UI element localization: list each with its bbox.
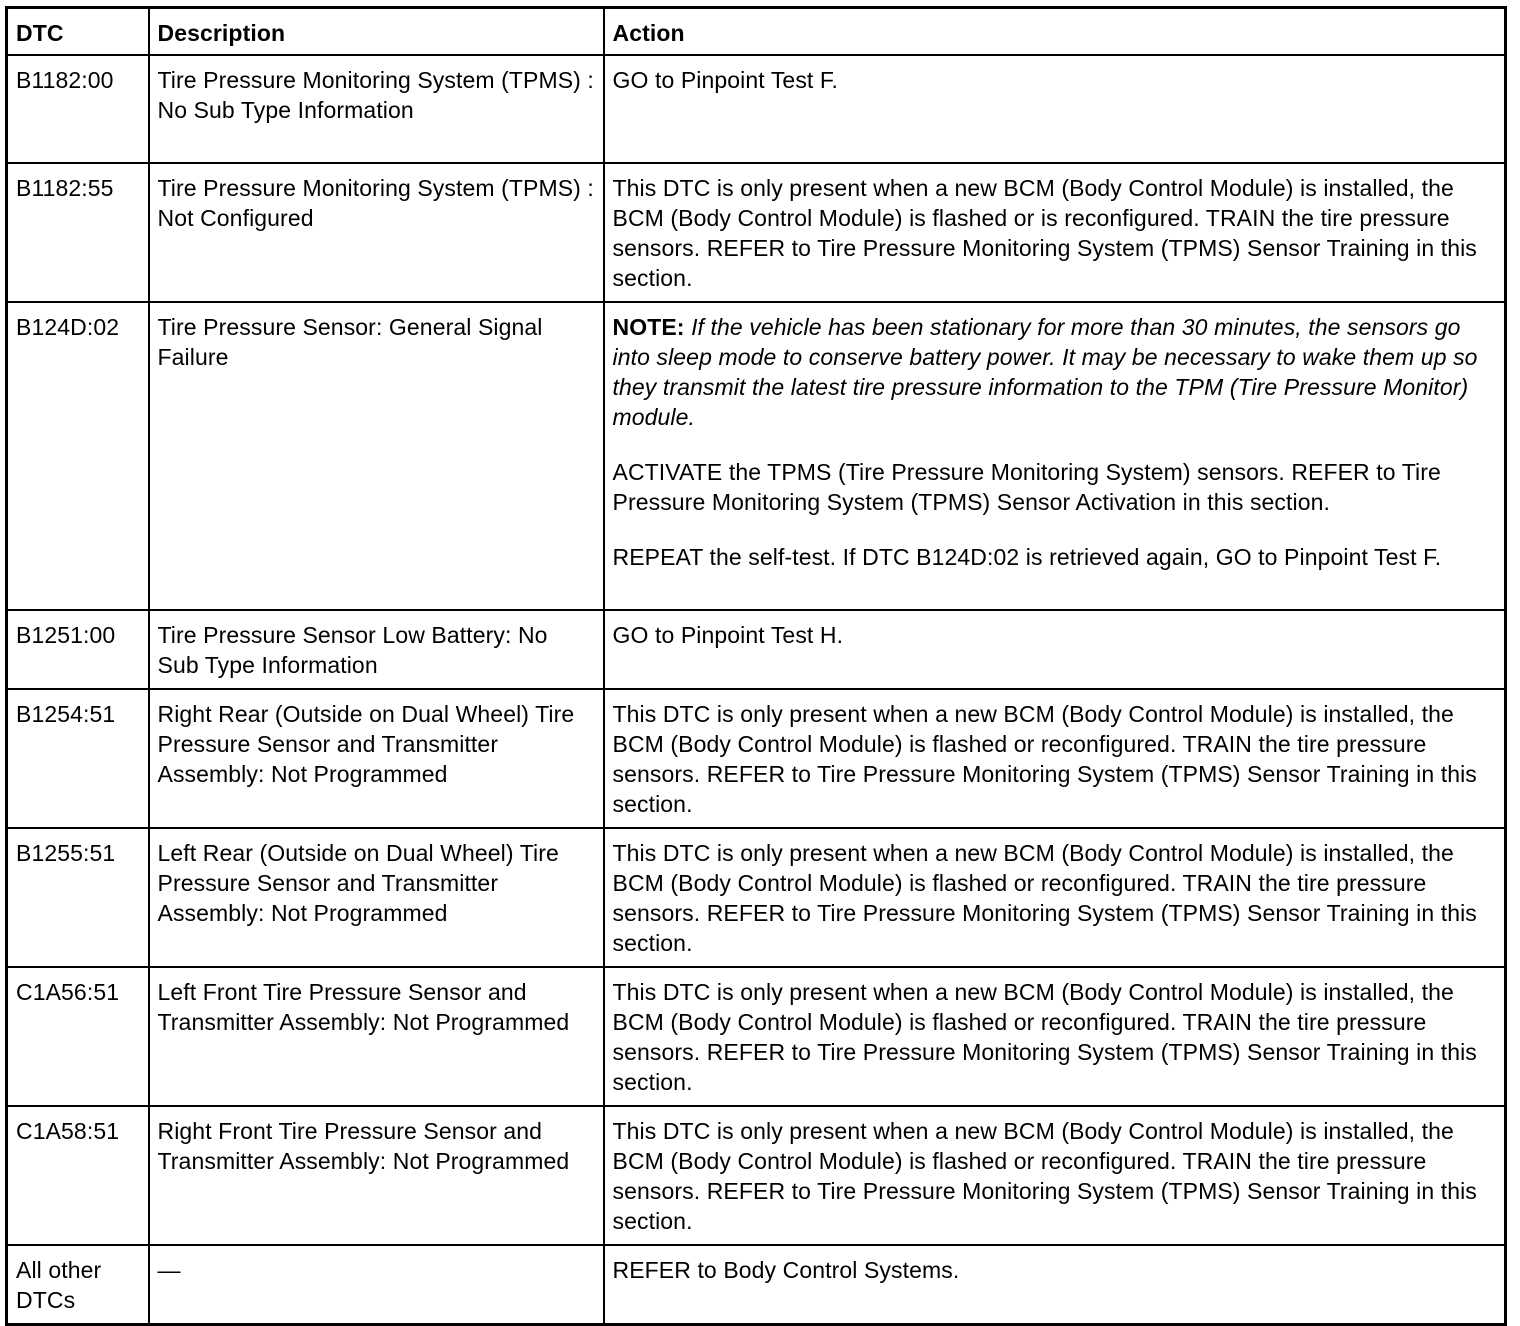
dtc-description: Left Rear (Outside on Dual Wheel) Tire Pressure Sensor and Transmitter Assembly: Not Programmed xyxy=(149,828,604,967)
dtc-description: Left Front Tire Pressure Sensor and Transmitter Assembly: Not Programmed xyxy=(149,967,604,1106)
dtc-description: Right Rear (Outside on Dual Wheel) Tire Pressure Sensor and Transmitter Assembly: Not Programmed xyxy=(149,689,604,828)
note-label: NOTE: xyxy=(612,314,685,340)
action-paragraph: REPEAT the self-test. If DTC B124D:02 is retrieved again, GO to Pinpoint Test F. xyxy=(612,544,1442,570)
dtc-description: — xyxy=(149,1245,604,1325)
table-row xyxy=(7,1106,1506,1245)
header-description: Description xyxy=(149,8,604,56)
table-row xyxy=(7,828,1506,967)
dtc-action: This DTC is only present when a new BCM (Body Control Module) is installed, the BCM (Body Control Module) is flashed or reconfigured. TRAIN the tire pressure sensors. REFER to Tire Pressure Monitoring System (TPMS) Sensor Training in this section. xyxy=(604,1106,1506,1245)
action-paragraph: ACTIVATE the TPMS (Tire Pressure Monitoring System) sensors. REFER to Tire Pressure Monitoring System (TPMS) Sensor Activation in this section. xyxy=(612,459,1441,515)
dtc-action: This DTC is only present when a new BCM (Body Control Module) is installed, the BCM (Body Control Module) is flashed or reconfigured. TRAIN the tire pressure sensors. REFER to Tire Pressure Monitoring System (TPMS) Sensor Training in this section. xyxy=(604,967,1506,1106)
dtc-action: This DTC is only present when a new BCM (Body Control Module) is installed, the BCM (Body Control Module) is flashed or is reconfigured. TRAIN the tire pressure sensors. REFER to Tire Pressure Monitoring System (TPMS) Sensor Training in this section. xyxy=(604,163,1506,302)
dtc-code: B1255:51 xyxy=(7,828,149,967)
dtc-action: GO to Pinpoint Test H. xyxy=(604,610,1506,689)
dtc-description: Right Front Tire Pressure Sensor and Transmitter Assembly: Not Programmed xyxy=(149,1106,604,1245)
dtc-description: Tire Pressure Sensor Low Battery: No Sub Type Information xyxy=(149,610,604,689)
header-dtc: DTC xyxy=(7,8,149,56)
header-action: Action xyxy=(604,8,1506,56)
dtc-description: Tire Pressure Sensor: General Signal Failure xyxy=(149,302,604,610)
table-row xyxy=(7,163,1506,302)
table-row xyxy=(7,967,1506,1106)
dtc-table xyxy=(5,6,1507,1326)
note-paragraph xyxy=(613,312,1497,432)
dtc-code: All other DTCs xyxy=(7,1245,149,1325)
table-row xyxy=(7,689,1506,828)
table-row xyxy=(7,302,1506,610)
dtc-code: C1A56:51 xyxy=(7,967,149,1106)
dtc-code: C1A58:51 xyxy=(7,1106,149,1245)
dtc-code: B1254:51 xyxy=(7,689,149,828)
dtc-code: B1182:55 xyxy=(7,163,149,302)
dtc-action: This DTC is only present when a new BCM (Body Control Module) is installed, the BCM (Body Control Module) is flashed or reconfigured. TRAIN the tire pressure sensors. REFER to Tire Pressure Monitoring System (TPMS) Sensor Training in this section. xyxy=(604,828,1506,967)
dtc-code: B1251:00 xyxy=(7,610,149,689)
dtc-code: B124D:02 xyxy=(7,302,149,610)
table-header-row xyxy=(7,8,1506,56)
dtc-action: This DTC is only present when a new BCM (Body Control Module) is installed, the BCM (Body Control Module) is flashed or reconfigured. TRAIN the tire pressure sensors. REFER to Tire Pressure Monitoring System (TPMS) Sensor Training in this section. xyxy=(604,689,1506,828)
table-row xyxy=(7,1245,1506,1325)
dtc-description: Tire Pressure Monitoring System (TPMS) : Not Configured xyxy=(149,163,604,302)
table-row xyxy=(7,55,1506,163)
dtc-action: REFER to Body Control Systems. xyxy=(604,1245,1506,1325)
table-row xyxy=(7,610,1506,689)
dtc-action xyxy=(604,302,1506,610)
dtc-action: GO to Pinpoint Test F. xyxy=(604,55,1506,163)
dtc-description: Tire Pressure Monitoring System (TPMS) : No Sub Type Information xyxy=(149,55,604,163)
note-text: If the vehicle has been stationary for more than 30 minutes, the sensors go into sleep mode to conserve battery power. It may be necessary to wake them up so they transmit the latest tire pressure information to the TPM (Tire Pressure Monitor) module. xyxy=(612,314,1478,430)
dtc-code: B1182:00 xyxy=(7,55,149,163)
